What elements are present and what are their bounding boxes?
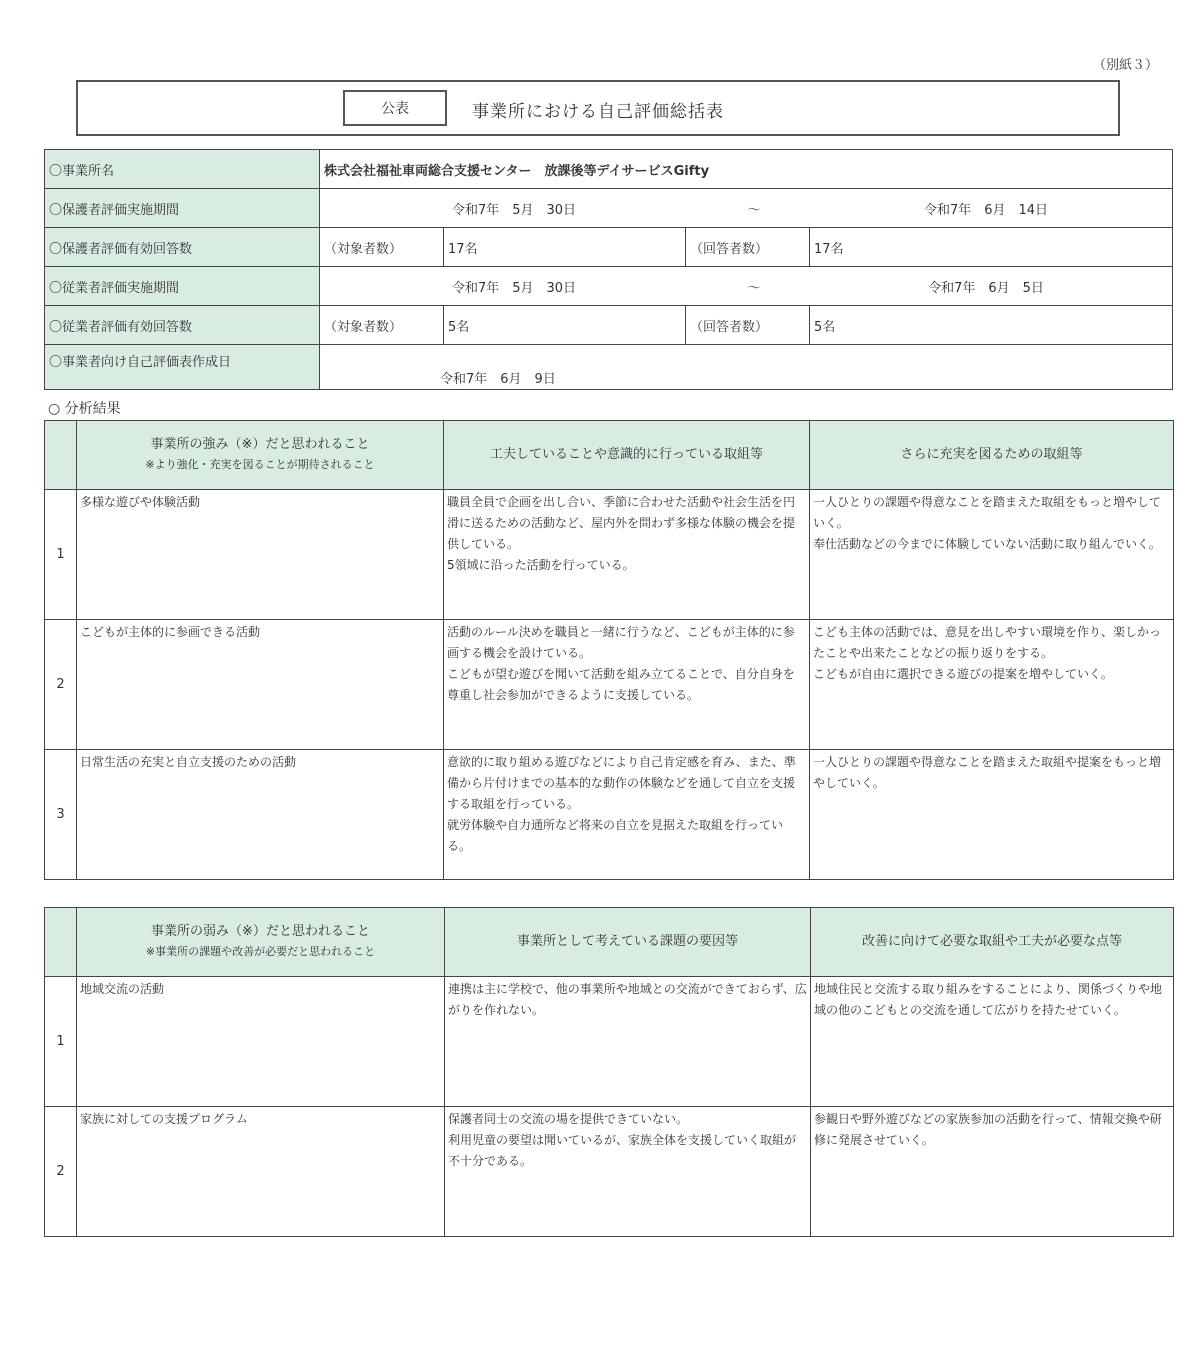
table-row: [45, 977, 1174, 1107]
staff-target-label: （対象者数）: [320, 306, 444, 345]
guardian-period-end: 令和7年 6月 14日: [923, 202, 1049, 218]
staff-period-label: 〇従業者評価実施期間: [45, 267, 320, 306]
row-next: こども主体の活動では、意見を出しやすい環境を作り、楽しかったことや出来たことなどの振り返りをする。 こどもが自由に選択できる遊びの提案を増やしていく。: [810, 620, 1174, 750]
staff-count-label: 〇従業者評価有効回答数: [45, 306, 320, 345]
annex-label: （別紙３）: [1092, 58, 1158, 73]
row-number: 3: [45, 750, 77, 880]
row-item: 多様な遊びや体験活動: [77, 490, 444, 620]
staff-period-value: [320, 267, 1173, 306]
guardian-period-label: 〇保護者評価実施期間: [45, 189, 320, 228]
strengths-col2-header: 工夫していることや意識的に行っている取組等: [444, 421, 810, 490]
row-item: 地域交流の活動: [77, 977, 445, 1107]
weaknesses-col1-title: 事業所の弱み（※）だと思われること: [151, 924, 370, 939]
strengths-col1-title: 事業所の強み（※）だと思われること: [150, 437, 370, 452]
staff-period-start: 令和7年 5月 30日: [451, 280, 577, 296]
row-next: 参観日や野外遊びなどの家族参加の活動を行って、情報交換や研修に発展させていく。: [811, 1107, 1174, 1237]
row-item: こどもが主体的に参画できる活動: [77, 620, 444, 750]
strengths-col1-header: [77, 421, 444, 490]
row-number: 1: [45, 490, 77, 620]
strengths-col3-header: さらに充実を図るための取組等: [810, 421, 1174, 490]
staff-period-end: 令和7年 6月 5日: [928, 280, 1044, 296]
row-effort: 連携は主に学校で、他の事業所や地域との交流ができておらず、広がりを作れない。: [445, 977, 811, 1107]
row-next: 地域住民と交流する取り組みをすることにより、関係づくりや地域の他のこどもとの交流を通して広がりを持たせていく。: [811, 977, 1174, 1107]
created-label: 〇事業者向け自己評価表作成日: [45, 345, 320, 390]
guardian-period-sep: ～: [747, 202, 761, 218]
guardian-respondent-label: （回答者数）: [686, 228, 810, 267]
row-next: 一人ひとりの課題や得意なことを踏まえた取組をもっと増やしていく。 奉仕活動などの今までに体験していない活動に取り組んでいく。: [810, 490, 1174, 620]
weaknesses-col3-header: 改善に向けて必要な取組や工夫が必要な点等: [811, 908, 1174, 977]
guardian-count-label: 〇保護者評価有効回答数: [45, 228, 320, 267]
guardian-target-value: 17名: [444, 228, 686, 267]
guardian-period-value: [320, 189, 1173, 228]
guardian-target-label: （対象者数）: [320, 228, 444, 267]
weaknesses-col1-subtitle: ※事業所の課題や改善が必要だと思われること: [145, 945, 376, 958]
row-number: 2: [45, 620, 77, 750]
guardian-period-start: 令和7年 5月 30日: [451, 202, 577, 218]
table-row: [45, 620, 1174, 750]
weaknesses-table: [44, 907, 1174, 1237]
created-value: 令和7年 6月 9日: [320, 345, 1173, 390]
strengths-col1-subtitle: ※より強化・充実を図ることが期待されること: [145, 458, 375, 471]
title-box: [76, 80, 1120, 136]
row-effort: 活動のルール決めを職員と一緒に行うなど、こどもが主体的に参画する機会を設けている。 こどもが望む遊びを聞いて活動を組み立てることで、自分自身を尊重し社会参加ができるように支援している。: [444, 620, 810, 750]
row-item: 日常生活の充実と自立支援のための活動: [77, 750, 444, 880]
staff-target-value: 5名: [444, 306, 686, 345]
office-value: 株式会社福祉車両総合支援センター 放課後等デイサービスGifty: [320, 150, 1173, 189]
row-effort: 保護者同士の交流の場を提供できていない。 利用児童の要望は聞いているが、家族全体を支援していく取組が不十分である。: [445, 1107, 811, 1237]
strengths-table: [44, 420, 1174, 880]
table-row: [45, 750, 1174, 880]
page-title: 事業所における自己評価総括表: [472, 102, 724, 122]
table-row: [45, 1107, 1174, 1237]
row-next: 一人ひとりの課題や得意なことを踏まえた取組や提案をもっと増やしていく。: [810, 750, 1174, 880]
row-item: 家族に対しての支援プログラム: [77, 1107, 445, 1237]
row-number: 2: [45, 1107, 77, 1237]
public-badge: 公表: [343, 90, 447, 126]
weaknesses-num-header: [45, 908, 77, 977]
row-effort: 意欲的に取り組める遊びなどにより自己肯定感を育み、また、準備から片付けまでの基本的な動作の体験などを通して自立を支援する取組を行っている。 就労体験や自力通所など将来の自立を見据えた取組を行っている。: [444, 750, 810, 880]
row-number: 1: [45, 977, 77, 1107]
weaknesses-body: [45, 977, 1174, 1237]
row-effort: 職員全員で企画を出し合い、季節に合わせた活動や社会生活を円滑に送るための活動など、屋内外を問わず多様な体験の機会を提供している。 5領域に沿った活動を行っている。: [444, 490, 810, 620]
staff-respondent-value: 5名: [810, 306, 1173, 345]
analysis-label: ○ 分析結果: [48, 401, 121, 417]
strengths-body: [45, 490, 1174, 880]
table-row: [45, 490, 1174, 620]
staff-period-sep: ～: [747, 280, 761, 296]
weaknesses-col1-header: [77, 908, 445, 977]
info-table: [44, 149, 1173, 390]
guardian-respondent-value: 17名: [810, 228, 1173, 267]
weaknesses-col2-header: 事業所として考えている課題の要因等: [445, 908, 811, 977]
staff-respondent-label: （回答者数）: [686, 306, 810, 345]
strengths-num-header: [45, 421, 77, 490]
office-label: 〇事業所名: [45, 150, 320, 189]
